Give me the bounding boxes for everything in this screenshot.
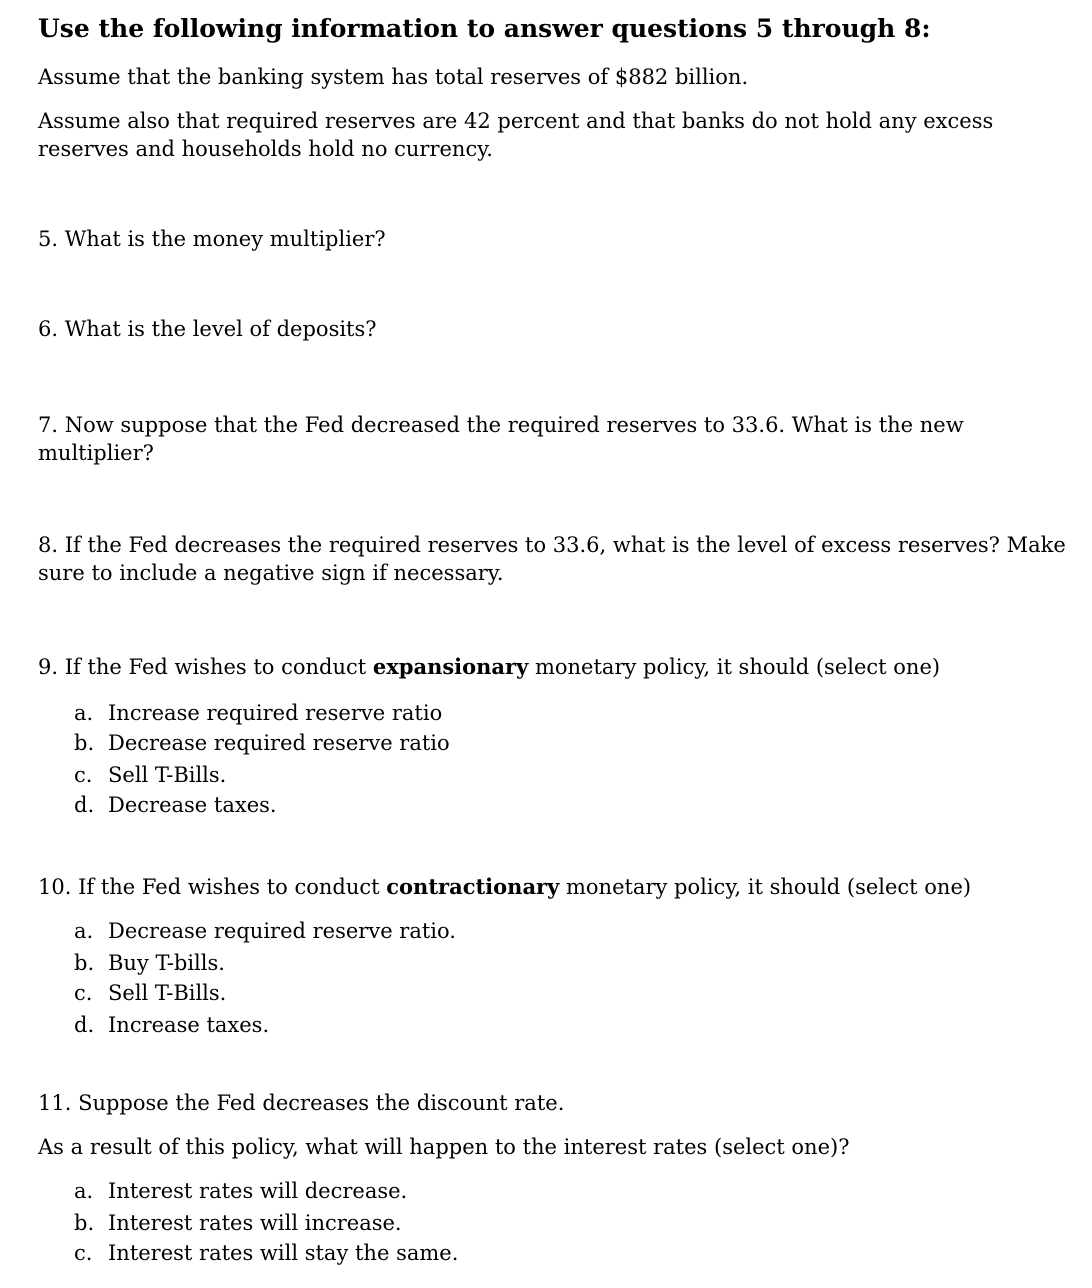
option-letter: d. (74, 793, 95, 817)
option-text: Decrease required reserve ratio (108, 731, 450, 755)
option-letter: b. (74, 1211, 95, 1235)
question-9-option-c[interactable] (74, 761, 226, 789)
option-letter: a. (74, 1179, 94, 1203)
question-10 (38, 873, 971, 901)
question-8-line1: 8. If the Fed decreases the required reserves to 33.6, what is the level of excess reserves? Make (38, 533, 1066, 557)
option-text: Increase taxes. (108, 1013, 270, 1037)
option-letter: c. (74, 1241, 93, 1265)
option-text: Sell T-Bills. (108, 981, 227, 1005)
question-11-line1: 11. Suppose the Fed decreases the discount rate. (38, 1091, 565, 1115)
question-10-option-c[interactable] (74, 979, 226, 1007)
question-9-option-b[interactable] (74, 729, 450, 757)
question-11-line2: As a result of this policy, what will happen to the interest rates (select one)? (38, 1135, 850, 1159)
option-text: Sell T-Bills. (108, 763, 227, 787)
option-letter: c. (74, 763, 93, 787)
option-text: Decrease required reserve ratio. (108, 919, 456, 943)
question-11-option-a[interactable] (74, 1177, 407, 1205)
question-10-suffix: monetary policy, it should (select one) (559, 875, 972, 899)
question-10-prefix: 10. If the Fed wishes to conduct (38, 875, 387, 899)
question-9-option-d[interactable] (74, 791, 277, 819)
option-letter: d. (74, 1013, 95, 1037)
option-letter: b. (74, 951, 95, 975)
intro-required-reserves-line2: reserves and households hold no currency. (38, 137, 493, 161)
question-10-option-d[interactable] (74, 1011, 269, 1039)
question-5: 5. What is the money multiplier? (38, 227, 386, 251)
option-letter: a. (74, 701, 94, 725)
intro-total-reserves: Assume that the banking system has total reserves of $882 billion. (38, 65, 749, 89)
section-heading: Use the following information to answer questions 5 through 8: (38, 14, 931, 43)
option-text: Buy T-bills. (108, 951, 225, 975)
option-text: Interest rates will decrease. (108, 1179, 408, 1203)
option-text: Decrease taxes. (108, 793, 277, 817)
option-text: Interest rates will stay the same. (108, 1241, 459, 1265)
question-9-suffix: monetary policy, it should (select one) (528, 655, 941, 679)
question-11-option-c[interactable] (74, 1239, 458, 1267)
option-text: Interest rates will increase. (108, 1211, 402, 1235)
question-9-keyword: expansionary (372, 654, 529, 679)
option-letter: b. (74, 731, 95, 755)
question-9 (38, 653, 940, 681)
question-10-option-a[interactable] (74, 917, 456, 945)
option-text: Increase required reserve ratio (108, 701, 443, 725)
intro-required-reserves-line1: Assume also that required reserves are 42 percent and that banks do not hold any excess (38, 109, 994, 133)
question-11-option-b[interactable] (74, 1209, 402, 1237)
option-letter: c. (74, 981, 93, 1005)
question-10-option-b[interactable] (74, 949, 225, 977)
question-10-keyword: contractionary (386, 874, 560, 899)
question-9-prefix: 9. If the Fed wishes to conduct (38, 655, 373, 679)
option-letter: a. (74, 919, 94, 943)
question-7-line1: 7. Now suppose that the Fed decreased the required reserves to 33.6. What is the new (38, 413, 964, 437)
question-7-line2: multiplier? (38, 441, 154, 465)
question-9-option-a[interactable] (74, 699, 442, 727)
question-8-line2: sure to include a negative sign if necessary. (38, 561, 504, 585)
question-6: 6. What is the level of deposits? (38, 317, 377, 341)
